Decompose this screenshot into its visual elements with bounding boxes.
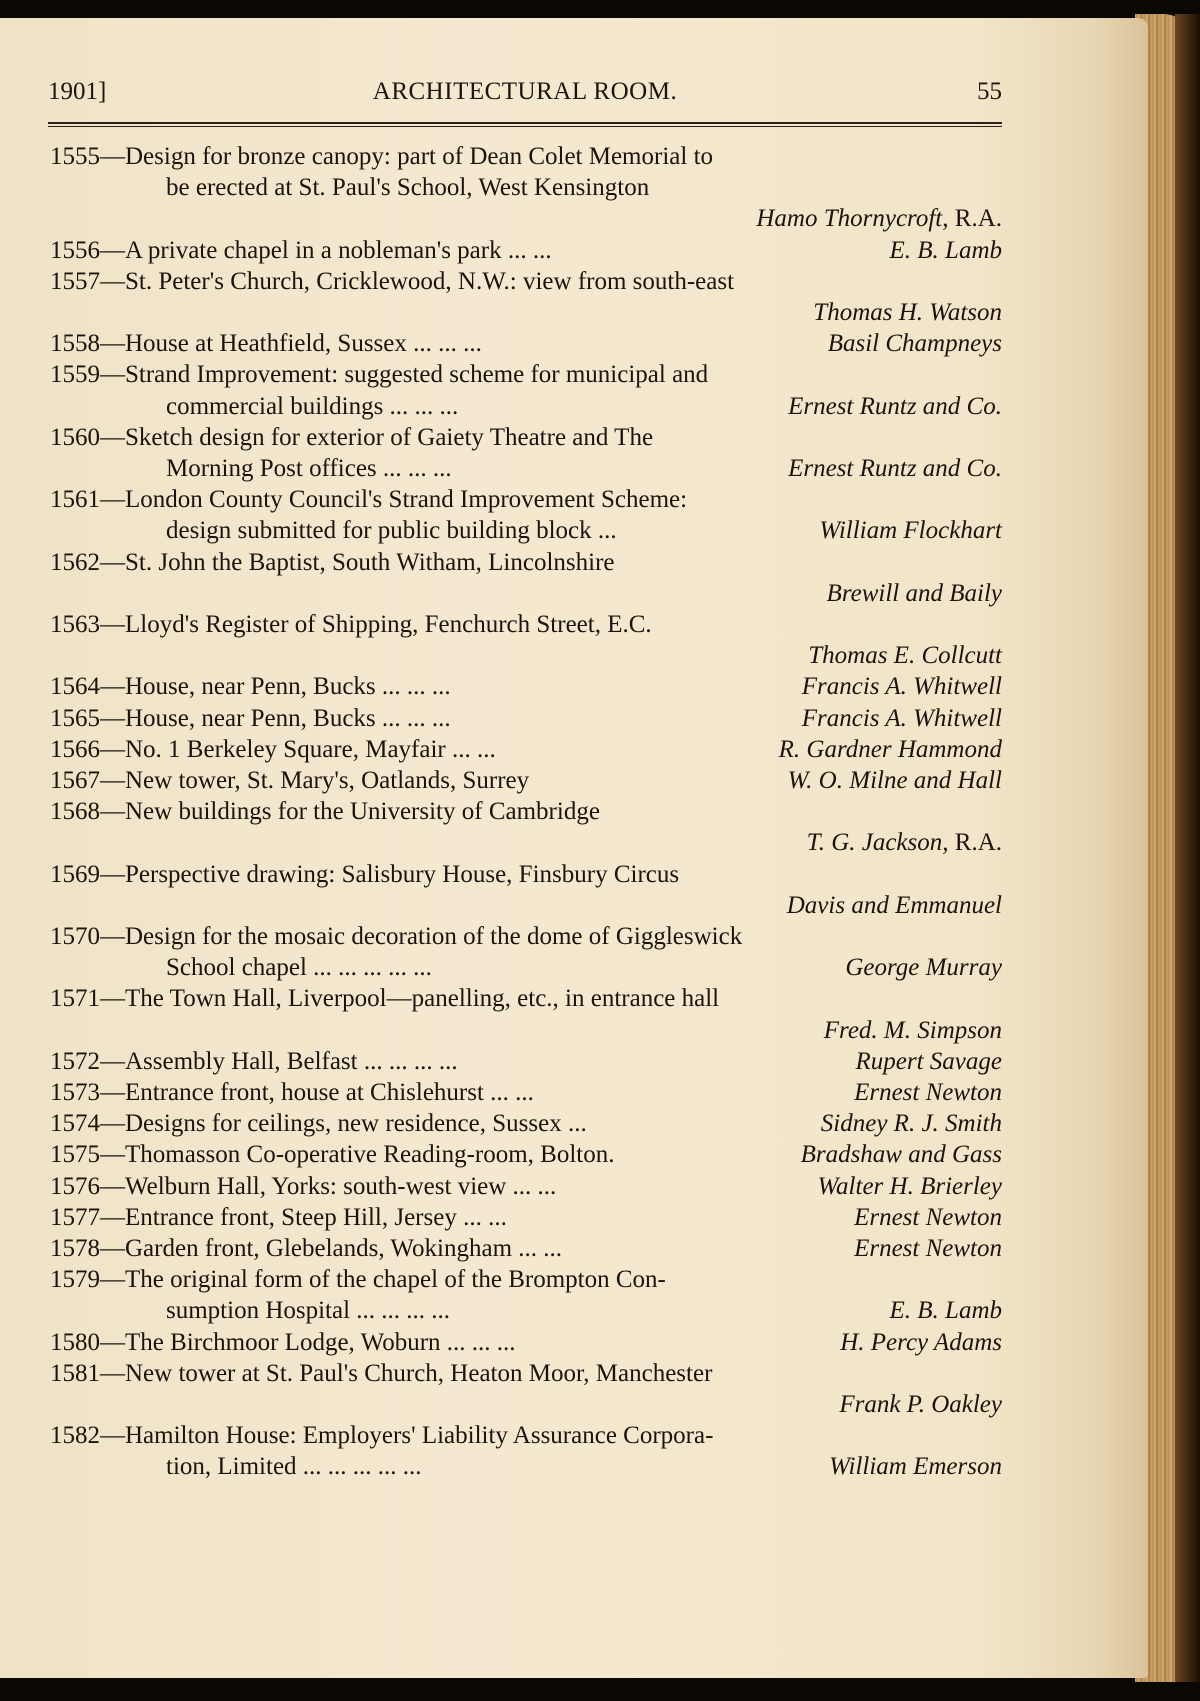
entry-title [50, 1138, 615, 1172]
entry-line [50, 1170, 1002, 1204]
entry-author-line [50, 826, 1002, 860]
entry-title [50, 1357, 712, 1391]
entry-text: Entrance front, Steep Hill, Jersey ... ... [125, 1203, 507, 1231]
entry-number: 1582 [50, 1422, 100, 1450]
entry-dash: — [100, 236, 125, 264]
architect-name: George Murray [845, 954, 1002, 982]
entry-dash: — [100, 1235, 125, 1262]
entry-dash: — [100, 673, 125, 701]
entry-architect [819, 514, 1002, 548]
entry-title [50, 265, 734, 299]
entry-dash: — [100, 1047, 125, 1075]
architect-name: T. G. Jackson, [806, 829, 949, 857]
entry-title-continued: design submitted for public building block ... [166, 517, 617, 545]
architect-name: Ernest Runtz and Co. [788, 455, 1002, 482]
entry-line [50, 171, 1002, 205]
entry-dash: — [100, 611, 125, 638]
entry-architect [839, 1388, 1002, 1422]
entry-architect [890, 234, 1003, 268]
entry-architect [827, 577, 1002, 611]
entry-dash: — [100, 798, 125, 826]
entry-number: 1577 [50, 1203, 100, 1231]
entry-dash: — [100, 361, 125, 389]
entry-number: 1572 [50, 1047, 100, 1075]
entry-architect [808, 639, 1002, 673]
entry-architect [829, 1450, 1002, 1484]
entry-text: St. Peter's Church, Cricklewood, N.W.: view from south-east [125, 267, 735, 295]
entry-dash: — [100, 486, 125, 514]
entry-title [50, 1076, 534, 1110]
entry-text: Design for the mosaic decoration of the dome of Giggleswick [125, 923, 743, 950]
entry-title [50, 140, 713, 174]
entry-number: 1570 [50, 923, 100, 950]
entry-architect [854, 1201, 1002, 1235]
entry-number: 1558 [50, 330, 100, 358]
entry-architect [824, 1014, 1002, 1048]
entry-line [50, 1326, 1002, 1360]
entry-dash: — [100, 1328, 125, 1356]
architect-name: Ernest Newton [854, 1079, 1002, 1106]
entry-architect [801, 1138, 1002, 1172]
entry-dash: — [100, 923, 125, 950]
entry-architect [840, 1326, 1002, 1360]
entry-number: 1561 [50, 486, 100, 514]
entry-line [50, 951, 1002, 985]
entry-line [50, 514, 1002, 548]
entry-number: 1559 [50, 361, 100, 389]
architect-suffix: R.A. [948, 205, 1002, 233]
entry-title [50, 1263, 666, 1297]
entry-line [50, 1419, 1002, 1453]
entry-dash: — [100, 1079, 125, 1106]
entry-architect [779, 733, 1002, 767]
entry-line [50, 858, 1002, 892]
entry-architect [788, 764, 1002, 798]
architect-name: Davis and Emmanuel [786, 891, 1002, 919]
entry-text: Hamilton House: Employers' Liability Assurance Corpora- [125, 1422, 714, 1450]
entry-line [50, 1107, 1002, 1141]
entry-title-continued: sumption Hospital ... ... ... ... [166, 1297, 451, 1325]
entry-text: Strand Improvement: suggested scheme for municipal and [125, 361, 709, 389]
entry-title [50, 1201, 507, 1235]
entry-architect [813, 296, 1002, 330]
entry-architect [856, 1045, 1002, 1079]
architect-name: W. O. Milne and Hall [787, 767, 1002, 794]
entry-line [50, 1357, 1002, 1391]
entry-title [50, 234, 552, 268]
architect-name: Francis A. Whitwell [801, 704, 1002, 732]
entry-architect [788, 452, 1002, 486]
entry-number: 1568 [50, 798, 100, 826]
architect-name: Hamo Thornycroft, [756, 205, 949, 233]
entry-architect [802, 702, 1002, 736]
entry-author-line [50, 889, 1002, 923]
entry-number: 1555 [50, 143, 100, 170]
entry-architect [787, 889, 1002, 923]
entry-text: New tower, St. Mary's, Oatlands, Surrey [125, 767, 530, 794]
entry-text: London County Council's Strand Improvement Scheme: [125, 486, 688, 514]
entry-line [50, 1450, 1002, 1484]
entry-line [50, 982, 1002, 1016]
entry-text: House, near Penn, Bucks ... ... ... [125, 704, 451, 732]
entry-line [50, 764, 1002, 798]
architect-name: E. B. Lamb [889, 236, 1002, 264]
entry-line [50, 1294, 1002, 1328]
entry-number: 1566 [50, 735, 100, 763]
header-rule [48, 122, 1002, 124]
entry-text: St. John the Baptist, South Witham, Lincolnshire [125, 548, 615, 576]
entry-title [50, 1232, 562, 1266]
entry-line [50, 920, 1002, 954]
page-number: 55 [977, 78, 1002, 105]
architect-name: William Emerson [829, 1453, 1002, 1481]
entry-text: The Birchmoor Lodge, Woburn ... ... ... [125, 1328, 516, 1356]
entry-dash: — [100, 767, 125, 794]
entry-line [50, 421, 1002, 455]
entry-author-line [50, 639, 1002, 673]
architect-name: William Flockhart [819, 517, 1002, 545]
architect-name: Ernest Newton [854, 1235, 1002, 1262]
entry-title [50, 483, 687, 517]
architect-name: Rupert Savage [855, 1047, 1002, 1075]
entry-dash: — [100, 143, 125, 170]
entry-text: The Town Hall, Liverpool—panelling, etc., in entrance hall [125, 985, 720, 1013]
entry-line [50, 546, 1002, 580]
entry-architect [807, 826, 1002, 860]
architect-name: Brewill and Baily [826, 579, 1002, 607]
entry-text: Assembly Hall, Belfast ... ... ... ... [125, 1047, 458, 1075]
entry-dash: — [100, 1266, 125, 1294]
entry-title [50, 1170, 556, 1204]
entry-line [50, 1232, 1002, 1266]
architect-name: Walter H. Brierley [817, 1172, 1002, 1200]
entry-title [50, 982, 719, 1016]
architect-name: E. B. Lamb [889, 1297, 1002, 1325]
entry-number: 1579 [50, 1266, 100, 1294]
entry-text: A private chapel in a nobleman's park ... ... [125, 236, 552, 264]
entry-dash: — [100, 1110, 125, 1138]
entry-title [50, 1326, 516, 1360]
entry-title [50, 546, 615, 580]
entry-line [50, 390, 1002, 424]
entry-number: 1562 [50, 548, 100, 576]
entry-dash: — [100, 1172, 125, 1200]
entry-dash: — [100, 735, 125, 763]
entry-number: 1571 [50, 985, 100, 1013]
entry-number: 1576 [50, 1172, 100, 1200]
entry-line [50, 140, 1002, 174]
entry-line [50, 1138, 1002, 1172]
architect-name: Sidney R. J. Smith [820, 1110, 1002, 1138]
entry-line [50, 795, 1002, 829]
architect-name: Thomas H. Watson [813, 299, 1002, 326]
entry-dash: — [100, 1141, 125, 1169]
entry-text: Garden front, Glebelands, Wokingham ... ... [125, 1235, 563, 1262]
entry-number: 1565 [50, 704, 100, 732]
entry-number: 1563 [50, 611, 100, 638]
entry-title-continued: commercial buildings ... ... ... [166, 392, 459, 420]
entry-architect [828, 327, 1002, 361]
entry-line [50, 733, 1002, 767]
entry-text: Designs for ceilings, new residence, Sussex ... [125, 1110, 587, 1138]
entry-number: 1574 [50, 1110, 100, 1138]
entry-title [50, 702, 451, 736]
entry-line [50, 483, 1002, 517]
entry-line [50, 452, 1002, 486]
entry-architect [845, 951, 1002, 985]
entry-text: Thomasson Co-operative Reading-room, Bolton. [125, 1141, 615, 1169]
entry-title [50, 358, 708, 392]
entry-text: The original form of the chapel of the Brompton Con- [125, 1266, 666, 1294]
entry-title [50, 858, 679, 892]
entry-number: 1564 [50, 673, 100, 701]
entry-text: Sketch design for exterior of Gaiety Theatre and The [125, 423, 654, 451]
architect-name: Ernest Newton [854, 1203, 1002, 1231]
entry-line [50, 234, 1002, 268]
entry-author-line [50, 296, 1002, 330]
entry-dash: — [100, 330, 125, 358]
architect-name: Ernest Runtz and Co. [788, 392, 1002, 420]
entry-line [50, 702, 1002, 736]
entry-line [50, 265, 1002, 299]
entry-architect [818, 1170, 1002, 1204]
entry-author-line [50, 1388, 1002, 1422]
entry-text: House, near Penn, Bucks ... ... ... [125, 673, 451, 701]
entry-number: 1569 [50, 860, 100, 888]
entry-architect [788, 390, 1002, 424]
entry-title [50, 795, 600, 829]
entry-title-continued: tion, Limited ... ... ... ... ... [166, 1453, 422, 1481]
architect-name: Fred. M. Simpson [823, 1016, 1002, 1044]
entry-text: Perspective drawing: Salisbury House, Finsbury Circus [125, 860, 680, 888]
entry-title [50, 1045, 458, 1079]
entry-title [50, 1419, 713, 1453]
entry-line [50, 608, 1002, 642]
header-rule-thin [48, 126, 1002, 127]
entry-text: New buildings for the University of Cambridge [125, 798, 600, 826]
entry-text: Lloyd's Register of Shipping, Fenchurch Street, E.C. [125, 611, 652, 638]
architect-name: R. Gardner Hammond [778, 735, 1002, 763]
entry-title [50, 421, 653, 455]
entry-number: 1575 [50, 1141, 100, 1169]
architect-suffix: R.A. [948, 829, 1002, 857]
entry-line [50, 327, 1002, 361]
entry-title [50, 1107, 587, 1141]
entry-line [50, 1076, 1002, 1110]
entry-number: 1556 [50, 236, 100, 264]
entry-text: Entrance front, house at Chislehurst ... ... [125, 1079, 534, 1106]
entry-architect [854, 1232, 1002, 1266]
entry-dash: — [100, 423, 125, 451]
entry-author-line [50, 577, 1002, 611]
entry-architect [821, 1107, 1002, 1141]
entry-author-line [50, 202, 1002, 236]
running-header [48, 78, 1002, 120]
entry-text: House at Heathfield, Sussex ... ... ... [125, 330, 482, 358]
architect-name: Thomas E. Collcutt [808, 642, 1002, 670]
entry-author-line [50, 1014, 1002, 1048]
entry-title-continued: be erected at St. Paul's School, West Kensington [166, 174, 650, 202]
entry-title [50, 733, 496, 767]
entry-dash: — [100, 1359, 125, 1387]
entry-line [50, 670, 1002, 704]
entry-title-continued: Morning Post offices ... ... ... [166, 455, 452, 482]
entry-architect [802, 670, 1002, 704]
architect-name: Bradshaw and Gass [800, 1141, 1002, 1169]
entry-title [50, 608, 652, 642]
architect-name: Basil Champneys [827, 330, 1002, 358]
entry-architect [756, 202, 1002, 236]
entry-architect [854, 1076, 1002, 1110]
entry-dash: — [100, 1422, 125, 1450]
entry-dash: — [100, 985, 125, 1013]
entry-number: 1580 [50, 1328, 100, 1356]
header-title: ARCHITECTURAL ROOM. [372, 78, 678, 105]
entry-dash: — [100, 860, 125, 888]
entry-dash: — [100, 704, 125, 732]
entry-text: Welburn Hall, Yorks: south-west view ... ... [125, 1172, 557, 1200]
entry-line [50, 358, 1002, 392]
entry-text: No. 1 Berkeley Square, Mayfair ... ... [125, 735, 496, 763]
entry-line [50, 1045, 1002, 1079]
architect-name: H. Percy Adams [840, 1328, 1002, 1356]
entry-dash: — [100, 267, 125, 295]
entry-number: 1557 [50, 267, 100, 295]
entry-text: New tower at St. Paul's Church, Heaton Moor, Manchester [125, 1359, 713, 1387]
entry-title [50, 670, 451, 704]
entry-line [50, 1263, 1002, 1297]
entry-dash: — [100, 1203, 125, 1231]
entry-number: 1581 [50, 1359, 100, 1387]
entry-number: 1578 [50, 1235, 100, 1262]
entry-dash: — [100, 548, 125, 576]
entry-number: 1560 [50, 423, 100, 451]
architect-name: Frank P. Oakley [839, 1391, 1002, 1418]
entry-number: 1573 [50, 1079, 100, 1106]
entry-architect [890, 1294, 1003, 1328]
entry-title-continued: School chapel ... ... ... ... ... [166, 954, 432, 982]
architect-name: Francis A. Whitwell [801, 673, 1002, 701]
entry-text: Design for bronze canopy: part of Dean Colet Memorial to [125, 143, 714, 170]
entry-number: 1567 [50, 767, 100, 794]
entry-title [50, 920, 742, 954]
entry-title [50, 327, 482, 361]
entry-title [50, 764, 529, 798]
entry-line [50, 1201, 1002, 1235]
book-cover-edge [1175, 14, 1200, 1682]
header-year: 1901] [48, 78, 107, 105]
